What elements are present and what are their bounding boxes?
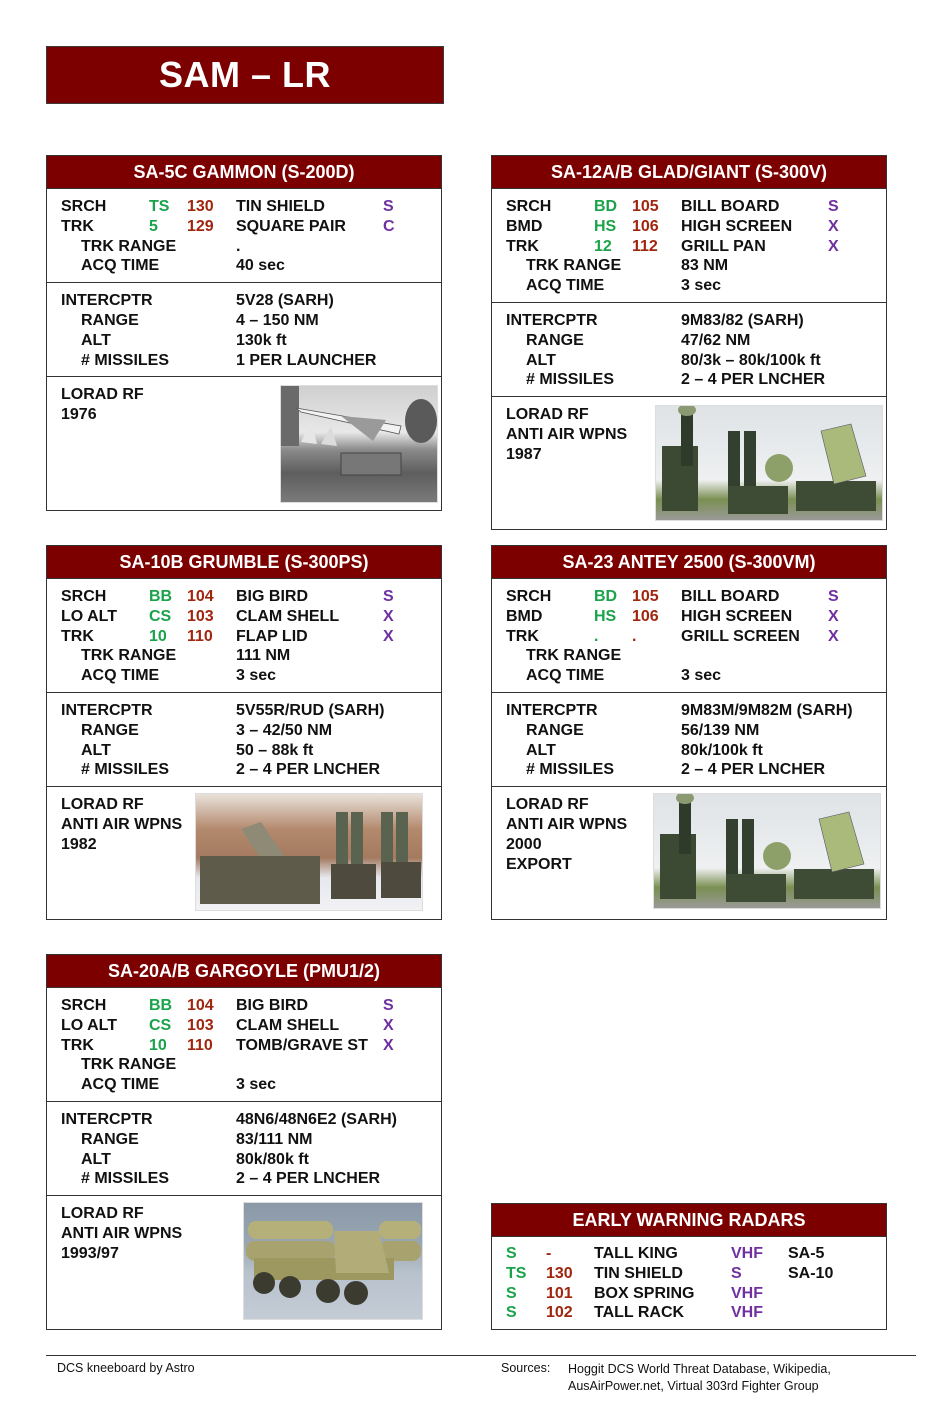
- alt-value: 80k/100k ft: [681, 741, 763, 759]
- page-title: SAM – LR: [46, 46, 444, 104]
- acq-time-label: ACQ TIME: [81, 667, 160, 685]
- radar-name: HIGH SCREEN: [681, 217, 793, 235]
- radar-row: [61, 996, 441, 1016]
- radar-name: TALL KING: [594, 1245, 678, 1262]
- footer-credit: DCS kneeboard by Astro: [57, 1361, 195, 1375]
- early-warning-card: [491, 1203, 887, 1330]
- radar-band: X: [828, 217, 839, 235]
- intercptr-label: INTERCPTR: [506, 701, 598, 719]
- acq-time-value: 3 sec: [681, 667, 722, 685]
- alt-label: ALT: [81, 331, 111, 349]
- system-photo: [655, 405, 883, 521]
- info-line: 1993/97: [61, 1244, 119, 1262]
- interceptor-section: [47, 692, 441, 786]
- rwr-number: 110: [187, 1036, 213, 1054]
- radar-band: S: [828, 198, 839, 215]
- info-line: 1976: [61, 406, 97, 424]
- radar-band: S: [383, 588, 394, 605]
- radar-name: BOX SPRING: [594, 1284, 695, 1302]
- alt-label: ALT: [526, 351, 556, 369]
- radar-role: BMD: [506, 607, 543, 625]
- intercptr-value: 9M83M/9M82M (SARH): [681, 701, 853, 719]
- trk-range-label: TRK RANGE: [526, 257, 622, 275]
- radar-band: S: [731, 1264, 742, 1282]
- info-line: LORAD RF: [506, 406, 589, 424]
- rwr-code: .: [594, 627, 599, 645]
- radar-name: BILL BOARD: [681, 198, 780, 215]
- card-title: EARLY WARNING RADARS: [492, 1204, 886, 1237]
- rwr-code: TS: [149, 198, 170, 215]
- info-line: LORAD RF: [61, 796, 144, 814]
- alt-value: 130k ft: [236, 331, 287, 349]
- sources-line: Hoggit DCS World Threat Database, Wikipedia,: [568, 1362, 831, 1376]
- card-title: SA-12A/B GLAD/GIANT (S-300V): [492, 156, 886, 189]
- alt-label: ALT: [526, 741, 556, 759]
- trk-range-label: TRK RANGE: [81, 237, 177, 255]
- info-line: ANTI AIR WPNS: [61, 815, 183, 833]
- rwr-code: CS: [149, 607, 172, 625]
- rwr-code: 5: [149, 217, 158, 235]
- info-section: [47, 786, 441, 927]
- rwr-number: 101: [546, 1284, 573, 1302]
- rwr-code: 10: [149, 627, 167, 645]
- rwr-code: BB: [149, 588, 173, 605]
- radar-row: [506, 217, 886, 237]
- acq-time-label: ACQ TIME: [526, 277, 605, 295]
- missiles-label: # MISSILES: [81, 1170, 170, 1188]
- radar-name: TIN SHIELD: [236, 198, 325, 215]
- rwr-code: BD: [594, 198, 618, 215]
- used-by: SA-5: [788, 1245, 825, 1262]
- radar-row: [506, 587, 886, 607]
- radar-role: TRK: [61, 1036, 94, 1054]
- radar-row: [61, 217, 441, 237]
- radar-section: [47, 579, 441, 692]
- card-title: SA-10B GRUMBLE (S-300PS): [47, 546, 441, 579]
- range-value: 4 – 150 NM: [236, 311, 319, 329]
- radar-name: BIG BIRD: [236, 997, 308, 1014]
- missiles-value: 2 – 4 PER LNCHER: [681, 761, 826, 779]
- radar-name: BILL BOARD: [681, 588, 780, 605]
- info-section: [47, 376, 441, 517]
- radar-row: [506, 197, 886, 217]
- interceptor-section: [492, 302, 886, 396]
- range-label: RANGE: [81, 1130, 139, 1148]
- trk-range-value: 83 NM: [681, 257, 729, 275]
- radar-band: X: [383, 1036, 394, 1054]
- intercptr-label: INTERCPTR: [61, 1110, 153, 1128]
- radar-band: C: [383, 217, 395, 235]
- radar-row: [506, 627, 886, 647]
- sources-line: AusAirPower.net, Virtual 303rd Fighter Group: [568, 1379, 819, 1393]
- radar-row: [61, 587, 441, 607]
- rwr-code: S: [506, 1245, 517, 1262]
- radar-section: [492, 189, 886, 302]
- rwr-number: -: [546, 1245, 552, 1262]
- rwr-number: 112: [632, 237, 658, 255]
- rwr-code: BD: [594, 588, 618, 605]
- intercptr-label: INTERCPTR: [61, 701, 153, 719]
- radar-name: GRILL SCREEN: [681, 627, 800, 645]
- range-label: RANGE: [81, 721, 139, 739]
- rwr-number: 102: [546, 1304, 573, 1322]
- missiles-value: 2 – 4 PER LNCHER: [236, 1170, 381, 1188]
- missiles-value: 1 PER LAUNCHER: [236, 351, 377, 369]
- info-line: ANTI AIR WPNS: [506, 425, 628, 443]
- rwr-number: 103: [187, 1016, 214, 1034]
- info-line: 1982: [61, 835, 97, 853]
- trk-range-row: [61, 237, 441, 257]
- range-label: RANGE: [81, 311, 139, 329]
- radar-name: HIGH SCREEN: [681, 607, 793, 625]
- alt-value: 50 – 88k ft: [236, 741, 314, 759]
- radar-name: GRILL PAN: [681, 237, 766, 255]
- rwr-number: 106: [632, 217, 659, 235]
- missiles-label: # MISSILES: [81, 351, 170, 369]
- intercptr-value: 48N6/48N6E2 (SARH): [236, 1110, 397, 1128]
- radar-band: X: [383, 607, 394, 625]
- radar-name: TIN SHIELD: [594, 1264, 683, 1282]
- trk-range-label: TRK RANGE: [81, 1056, 177, 1074]
- system-photo: [280, 385, 438, 503]
- intercptr-value: 9M83/82 (SARH): [681, 311, 804, 329]
- footer-sources: [568, 1361, 831, 1395]
- intercptr-value: 5V55R/RUD (SARH): [236, 701, 385, 719]
- interceptor-section: [492, 692, 886, 786]
- radar-role: SRCH: [506, 198, 552, 215]
- radar-role: TRK: [506, 237, 539, 255]
- radar-role: TRK: [61, 217, 94, 235]
- list-item: [506, 1285, 886, 1305]
- rwr-number: 105: [632, 198, 659, 215]
- footer-divider: [46, 1355, 916, 1356]
- radar-band: VHF: [731, 1284, 763, 1302]
- radar-band: S: [828, 588, 839, 605]
- radar-role: LO ALT: [61, 1016, 117, 1034]
- radar-row: [61, 1036, 441, 1056]
- range-value: 3 – 42/50 NM: [236, 721, 333, 739]
- sam-card-sa5: [46, 155, 442, 511]
- radar-band: X: [828, 607, 839, 625]
- radar-row: [61, 197, 441, 217]
- card-title: SA-5C GAMMON (S-200D): [47, 156, 441, 189]
- system-photo: [243, 1202, 423, 1320]
- radar-band: S: [383, 198, 394, 215]
- radar-role: TRK: [506, 627, 539, 645]
- rwr-number: 104: [187, 588, 214, 605]
- intercptr-label: INTERCPTR: [61, 292, 153, 310]
- list-item: [506, 1265, 886, 1285]
- radar-role: TRK: [61, 627, 94, 645]
- info-line: 1987: [506, 445, 542, 463]
- early-warning-list: [492, 1237, 886, 1324]
- radar-role: SRCH: [506, 588, 552, 605]
- sam-card-sa10: [46, 545, 442, 920]
- rwr-code: BB: [149, 997, 173, 1014]
- radar-band: X: [828, 627, 839, 645]
- missiles-label: # MISSILES: [81, 761, 170, 779]
- radar-role: SRCH: [61, 588, 107, 605]
- trk-range-label: TRK RANGE: [81, 647, 177, 665]
- trk-range-value: 111 NM: [236, 647, 291, 665]
- card-title: SA-23 ANTEY 2500 (S-300VM): [492, 546, 886, 579]
- radar-row: [61, 627, 441, 647]
- info-section: [492, 786, 886, 927]
- sam-card-sa23: [491, 545, 887, 920]
- acq-time-label: ACQ TIME: [526, 667, 605, 685]
- range-label: RANGE: [526, 331, 584, 349]
- rwr-number: .: [632, 627, 637, 645]
- interceptor-section: [47, 1101, 441, 1195]
- used-by: SA-10: [788, 1264, 834, 1282]
- radar-band: VHF: [731, 1245, 763, 1262]
- radar-section: [492, 579, 886, 692]
- info-line: 2000: [506, 835, 542, 853]
- rwr-number: 130: [546, 1264, 573, 1282]
- rwr-number: 110: [187, 627, 213, 645]
- acq-time-value: 3 sec: [236, 1076, 277, 1094]
- rwr-number: 106: [632, 607, 659, 625]
- radar-band: X: [383, 627, 394, 645]
- rwr-code: HS: [594, 217, 617, 235]
- acq-time-value: 3 sec: [681, 277, 722, 295]
- radar-name: TALL RACK: [594, 1304, 685, 1322]
- range-label: RANGE: [526, 721, 584, 739]
- radar-name: FLAP LID: [236, 627, 308, 645]
- alt-value: 80/3k – 80k/100k ft: [681, 351, 821, 369]
- rwr-number: 130: [187, 198, 214, 215]
- radar-band: X: [383, 1016, 394, 1034]
- rwr-code: S: [506, 1304, 517, 1322]
- radar-role: BMD: [506, 217, 543, 235]
- rwr-code: TS: [506, 1264, 527, 1282]
- acq-time-value: 40 sec: [236, 257, 285, 275]
- radar-name: SQUARE PAIR: [236, 217, 346, 235]
- info-line: ANTI AIR WPNS: [506, 815, 628, 833]
- rwr-number: 105: [632, 588, 659, 605]
- alt-label: ALT: [81, 1150, 111, 1168]
- rwr-number: 103: [187, 607, 214, 625]
- rwr-code: CS: [149, 1016, 172, 1034]
- radar-row: [506, 607, 886, 627]
- info-section: [47, 1195, 441, 1336]
- missiles-value: 2 – 4 PER LNCHER: [236, 761, 381, 779]
- intercptr-label: INTERCPTR: [506, 311, 598, 329]
- radar-row: [61, 607, 441, 627]
- rwr-code: 12: [594, 237, 612, 255]
- sam-card-sa20: [46, 954, 442, 1330]
- range-value: 83/111 NM: [236, 1130, 313, 1148]
- alt-value: 80k/80k ft: [236, 1150, 309, 1168]
- radar-band: X: [828, 237, 839, 255]
- info-section: [492, 396, 886, 537]
- radar-name: CLAM SHELL: [236, 1016, 340, 1034]
- radar-row: [61, 1016, 441, 1036]
- range-value: 56/139 NM: [681, 721, 760, 739]
- trk-range-label: TRK RANGE: [526, 647, 622, 665]
- info-line: ANTI AIR WPNS: [61, 1224, 183, 1242]
- info-line: LORAD RF: [506, 796, 589, 814]
- intercptr-value: 5V28 (SARH): [236, 292, 334, 310]
- rwr-code: 10: [149, 1036, 167, 1054]
- acq-time-label: ACQ TIME: [81, 257, 160, 275]
- footer-sources-label: Sources:: [501, 1361, 551, 1375]
- acq-time-value: 3 sec: [236, 667, 277, 685]
- missiles-value: 2 – 4 PER LNCHER: [681, 371, 826, 389]
- card-title: SA-20A/B GARGOYLE (PMU1/2): [47, 955, 441, 988]
- radar-name: CLAM SHELL: [236, 607, 340, 625]
- missiles-label: # MISSILES: [526, 371, 615, 389]
- system-photo: [195, 793, 423, 911]
- radar-row: [506, 237, 886, 257]
- info-line: LORAD RF: [61, 1205, 144, 1223]
- radar-band: S: [383, 997, 394, 1014]
- trk-range-value: .: [236, 237, 241, 255]
- radar-name: TOMB/GRAVE ST: [236, 1036, 368, 1054]
- rwr-code: HS: [594, 607, 617, 625]
- radar-section: [47, 189, 441, 282]
- sam-card-sa12: [491, 155, 887, 530]
- radar-name: BIG BIRD: [236, 588, 308, 605]
- range-value: 47/62 NM: [681, 331, 751, 349]
- list-item: [506, 1304, 886, 1324]
- radar-band: VHF: [731, 1304, 763, 1322]
- radar-role: SRCH: [61, 198, 107, 215]
- info-line: EXPORT: [506, 855, 572, 873]
- rwr-code: S: [506, 1284, 517, 1302]
- list-item: [506, 1245, 886, 1265]
- radar-role: LO ALT: [61, 607, 117, 625]
- acq-time-row: [61, 256, 441, 276]
- alt-label: ALT: [81, 741, 111, 759]
- missiles-label: # MISSILES: [526, 761, 615, 779]
- radar-section: [47, 988, 441, 1101]
- rwr-number: 104: [187, 997, 214, 1014]
- info-line: LORAD RF: [61, 386, 144, 404]
- rwr-number: 129: [187, 217, 214, 235]
- radar-role: SRCH: [61, 997, 107, 1014]
- system-photo: [653, 793, 881, 909]
- acq-time-label: ACQ TIME: [81, 1076, 160, 1094]
- interceptor-section: [47, 282, 441, 376]
